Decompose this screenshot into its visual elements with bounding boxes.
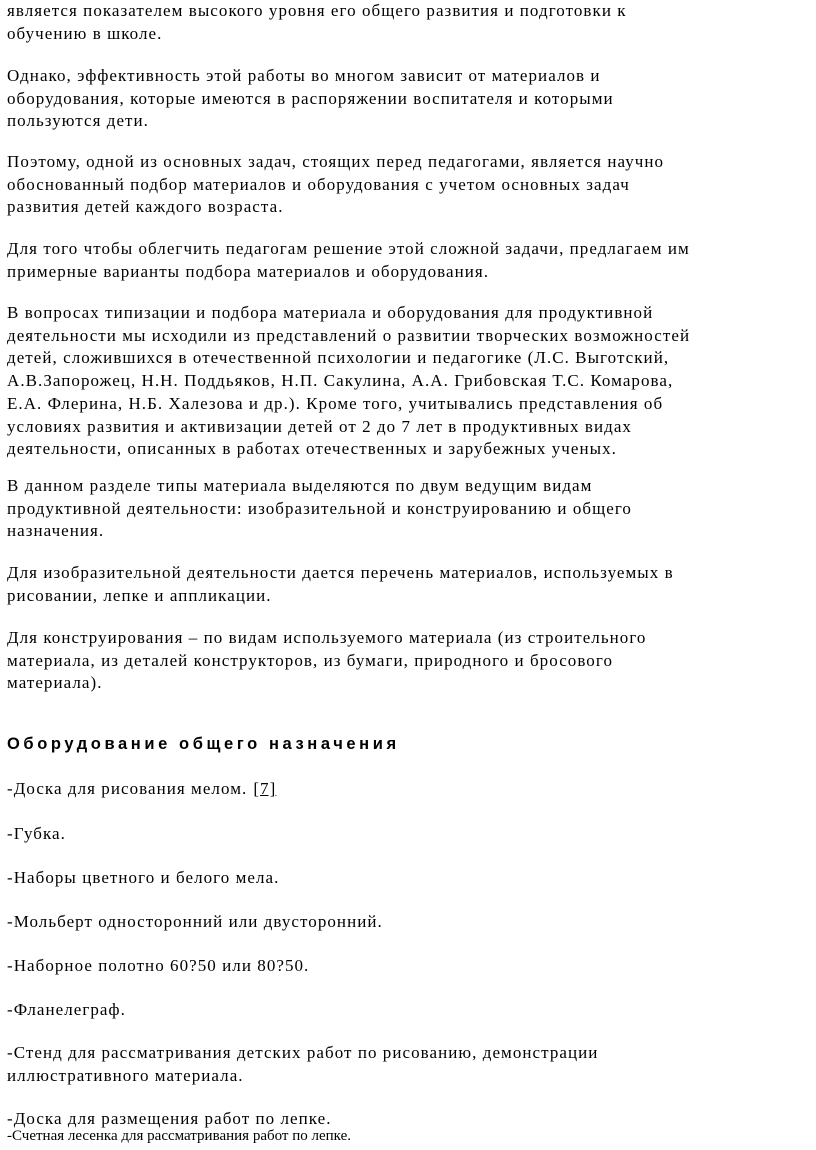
- list-item: [7, 1042, 598, 1087]
- paragraph: [7, 238, 813, 283]
- text-line: развития детей каждого возраста.: [7, 197, 284, 217]
- list-item-text: -Стенд для рассматривания детских работ по рисованию, демонстрации: [7, 1043, 599, 1062]
- paragraph: [7, 475, 813, 543]
- text-line: пользуются дети.: [7, 111, 149, 131]
- text-line: В данном разделе типы материала выделяются по двум ведущим видам: [7, 476, 593, 495]
- text-line: В вопросах типизации и подбора материала и оборудования для продуктивной: [7, 303, 654, 322]
- list-item-text: -Мольберт односторонний или двусторонний.: [7, 912, 383, 931]
- text-line: деятельности, описанных в работах отечественных и зарубежных ученых.: [7, 439, 617, 459]
- footnote-reference-link[interactable]: [7]: [253, 779, 277, 798]
- list-item-text: -Наборы цветного и белого мела.: [7, 868, 280, 887]
- text-line: Однако, эффективность этой работы во многом зависит от материалов и: [7, 66, 601, 85]
- paragraph: [7, 627, 813, 695]
- text-line: деятельности мы исходили из представлений о развитии творческих возможностей: [7, 325, 691, 345]
- list-item-text: иллюстративного материала.: [7, 1065, 244, 1085]
- list-item-text: -Доска для рисования мелом.: [7, 779, 248, 798]
- list-item-text: -Наборное полотно 60?50 или 80?50.: [7, 956, 310, 975]
- list-item: [7, 999, 126, 1022]
- text-line: Для того чтобы облегчить педагогам решение этой сложной задачи, предлагаем им: [7, 239, 690, 258]
- paragraph: [7, 302, 813, 461]
- text-line: Е.А. Флерина, Н.Б. Халезова и др.). Кроме того, учитывались представления об: [7, 393, 664, 413]
- paragraph: [7, 562, 813, 607]
- list-item: [7, 911, 383, 934]
- text-line: назначения.: [7, 521, 105, 541]
- text-line: обучению в школе.: [7, 23, 163, 43]
- list-item: [7, 823, 66, 846]
- text-line: детей, сложившихся в отечественной психологии и педагогике (Л.С. Выготский,: [7, 348, 670, 368]
- list-item: [7, 867, 279, 890]
- section-heading: Оборудование общего назначения: [7, 735, 400, 753]
- text-line: Для изобразительной деятельности дается перечень материалов, используемых в: [7, 563, 674, 582]
- text-line: материала, из деталей конструкторов, из бумаги, природного и бросового: [7, 650, 614, 670]
- text-line: продуктивной деятельности: изобразительной и конструированию и общего: [7, 498, 632, 518]
- text-line: является показателем высокого уровня его общего развития и подготовки к: [7, 1, 627, 20]
- text-line: оборудования, которые имеются в распоряжении воспитателя и которыми: [7, 88, 614, 108]
- list-item: [7, 955, 309, 978]
- paragraph: [7, 65, 813, 133]
- list-item: [7, 778, 276, 801]
- text-line: Для конструирования – по видам используемого материала (из строительного: [7, 628, 647, 647]
- list-item-text: -Губка.: [7, 824, 66, 843]
- text-line: обоснованный подбор материалов и оборудования с учетом основных задач: [7, 174, 630, 194]
- list-item-text: -Фланелеграф.: [7, 1000, 126, 1019]
- text-line: рисовании, лепке и аппликации.: [7, 585, 272, 605]
- text-line: материала).: [7, 673, 103, 693]
- list-item-text: -Доска для размещения работ по лепке.: [7, 1109, 332, 1128]
- paragraph: [7, 151, 813, 219]
- list-item: -Счетная лесенка для рассматривания работ по лепке.: [7, 1128, 351, 1144]
- text-line: условиях развития и активизации детей от 2 до 7 лет в продуктивных видах: [7, 416, 632, 436]
- text-line: А.В.Запорожец, Н.Н. Поддьяков, Н.П. Сакулина, А.А. Грибовская Т.С. Комарова,: [7, 371, 674, 391]
- text-line: Поэтому, одной из основных задач, стоящих перед педагогами, является научно: [7, 152, 665, 171]
- paragraph: [7, 0, 813, 45]
- text-line: примерные варианты подбора материалов и оборудования.: [7, 261, 490, 281]
